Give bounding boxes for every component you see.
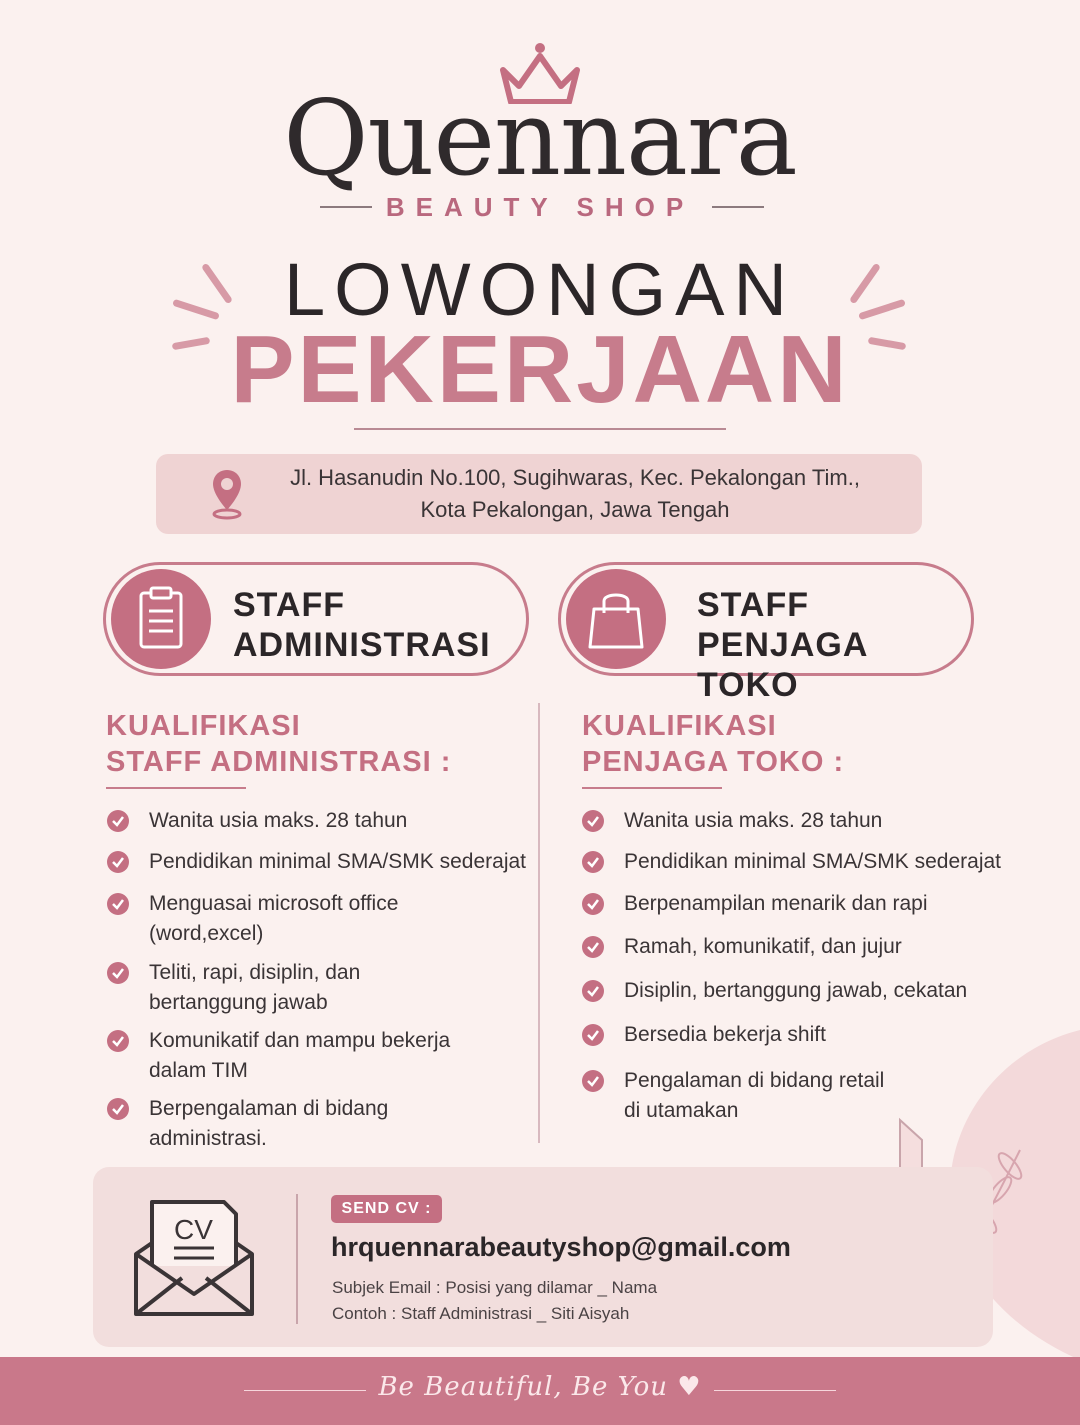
check-icon	[107, 893, 129, 915]
qualification-item-line: (word,excel)	[149, 922, 264, 945]
qualification-item-line: Wanita usia maks. 28 tahun	[624, 809, 883, 832]
footer-line-right	[714, 1390, 836, 1391]
check-icon	[582, 1070, 604, 1092]
envelope-label: CV	[174, 1214, 213, 1245]
qualification-item-line: Wanita usia maks. 28 tahun	[149, 809, 408, 832]
heading-underline	[582, 787, 722, 789]
check-icon	[582, 810, 604, 832]
check-icon	[107, 1030, 129, 1052]
check-icon	[582, 851, 604, 873]
qualification-item-line: Berpengalaman di bidang	[149, 1097, 389, 1120]
qualification-item-line: dalam TIM	[149, 1059, 248, 1082]
column-divider	[538, 703, 540, 1143]
shopping-bag-icon	[566, 569, 666, 669]
position-title-line-2: PENJAGA TOKO	[697, 626, 868, 704]
position-icon-circle	[111, 569, 211, 669]
qualification-item-line: Pengalaman di bidang retail	[624, 1069, 885, 1092]
qualification-item-line: Pendidikan minimal SMA/SMK sederajat	[624, 850, 1001, 873]
headline-lowongan: LOWONGAN	[284, 248, 796, 331]
qualification-item	[149, 1094, 388, 1154]
brand-name: Quennara	[283, 77, 797, 199]
qualification-item-line: Bersedia bekerja shift	[624, 1023, 826, 1046]
email-link[interactable]: hrquennarabeautyshop@gmail.com	[331, 1232, 791, 1262]
qualification-item	[624, 1020, 826, 1050]
position-title-admin	[233, 585, 491, 665]
qualification-item-line: di utamakan	[624, 1099, 739, 1122]
qualification-item-line: Menguasai microsoft office	[149, 892, 399, 915]
position-title-line-1: STAFF	[697, 586, 810, 624]
check-icon	[582, 980, 604, 1002]
position-title-line-1: STAFF	[233, 586, 346, 624]
qualification-item	[624, 806, 882, 836]
heading-underline	[106, 787, 246, 789]
qualification-item	[149, 847, 526, 877]
qualifications-admin-heading	[106, 708, 451, 780]
qualifications-title-line-2: STAFF ADMINISTRASI :	[106, 746, 452, 778]
clipboard-icon	[111, 569, 211, 669]
qualification-item	[624, 889, 928, 919]
check-icon	[107, 962, 129, 984]
qualification-item	[624, 847, 1001, 877]
qualification-item-line: bertanggung jawab	[149, 991, 328, 1014]
check-icon	[107, 851, 129, 873]
qualification-item	[149, 1026, 450, 1086]
brand-subtitle: BEAUTY SHOP	[385, 192, 695, 222]
position-card-toko	[558, 562, 974, 704]
position-card-admin	[103, 562, 529, 676]
qualification-item	[624, 976, 967, 1006]
title-underline	[354, 428, 726, 430]
headline-pekerjaan: PEKERJAAN	[230, 316, 850, 423]
check-icon	[107, 1098, 129, 1120]
qualification-item-line: Teliti, rapi, disiplin, dan	[149, 961, 361, 984]
send-cv-badge: SEND CV :	[331, 1195, 442, 1223]
address-text	[230, 462, 920, 526]
address-line-2: Kota Pekalongan, Jawa Tengah	[420, 497, 730, 522]
qualification-item-line: Pendidikan minimal SMA/SMK sederajat	[149, 850, 526, 873]
qualification-item-line: Komunikatif dan mampu bekerja	[149, 1029, 451, 1052]
qualification-item	[149, 806, 407, 836]
qualifications-title-line-1: KUALIFIKASI	[582, 710, 777, 742]
qualifications-toko-heading	[582, 708, 844, 780]
check-icon	[582, 936, 604, 958]
footer-slogan: Be Beautiful, Be You ♥	[378, 1372, 702, 1402]
qualification-item	[624, 932, 902, 962]
position-icon-circle	[566, 569, 666, 669]
cv-divider	[296, 1194, 298, 1324]
qualification-item-line: administrasi.	[149, 1127, 267, 1150]
qualifications-title-line-2: PENJAGA TOKO :	[582, 746, 845, 778]
address-line-1: Jl. Hasanudin No.100, Sugihwaras, Kec. Pekalongan Tim.,	[290, 465, 860, 490]
email-subject-format: Subjek Email : Posisi yang dilamar _ Nama	[332, 1278, 658, 1297]
qualification-item	[149, 889, 398, 949]
qualifications-title-line-1: KUALIFIKASI	[106, 710, 301, 742]
check-icon	[582, 1024, 604, 1046]
check-icon	[107, 810, 129, 832]
check-icon	[582, 893, 604, 915]
qualification-item-line: Ramah, komunikatif, dan jujur	[624, 935, 902, 958]
email-subject-example: Contoh : Staff Administrasi _ Siti Aisyah	[332, 1304, 630, 1323]
divider-line	[712, 206, 764, 208]
qualification-item-line: Disiplin, bertanggung jawab, cekatan	[624, 979, 968, 1002]
position-title-toko	[697, 585, 971, 705]
position-title-line-2: ADMINISTRASI	[233, 626, 491, 664]
qualification-item-line: Berpenampilan menarik dan rapi	[624, 892, 928, 915]
qualification-item	[149, 958, 360, 1018]
